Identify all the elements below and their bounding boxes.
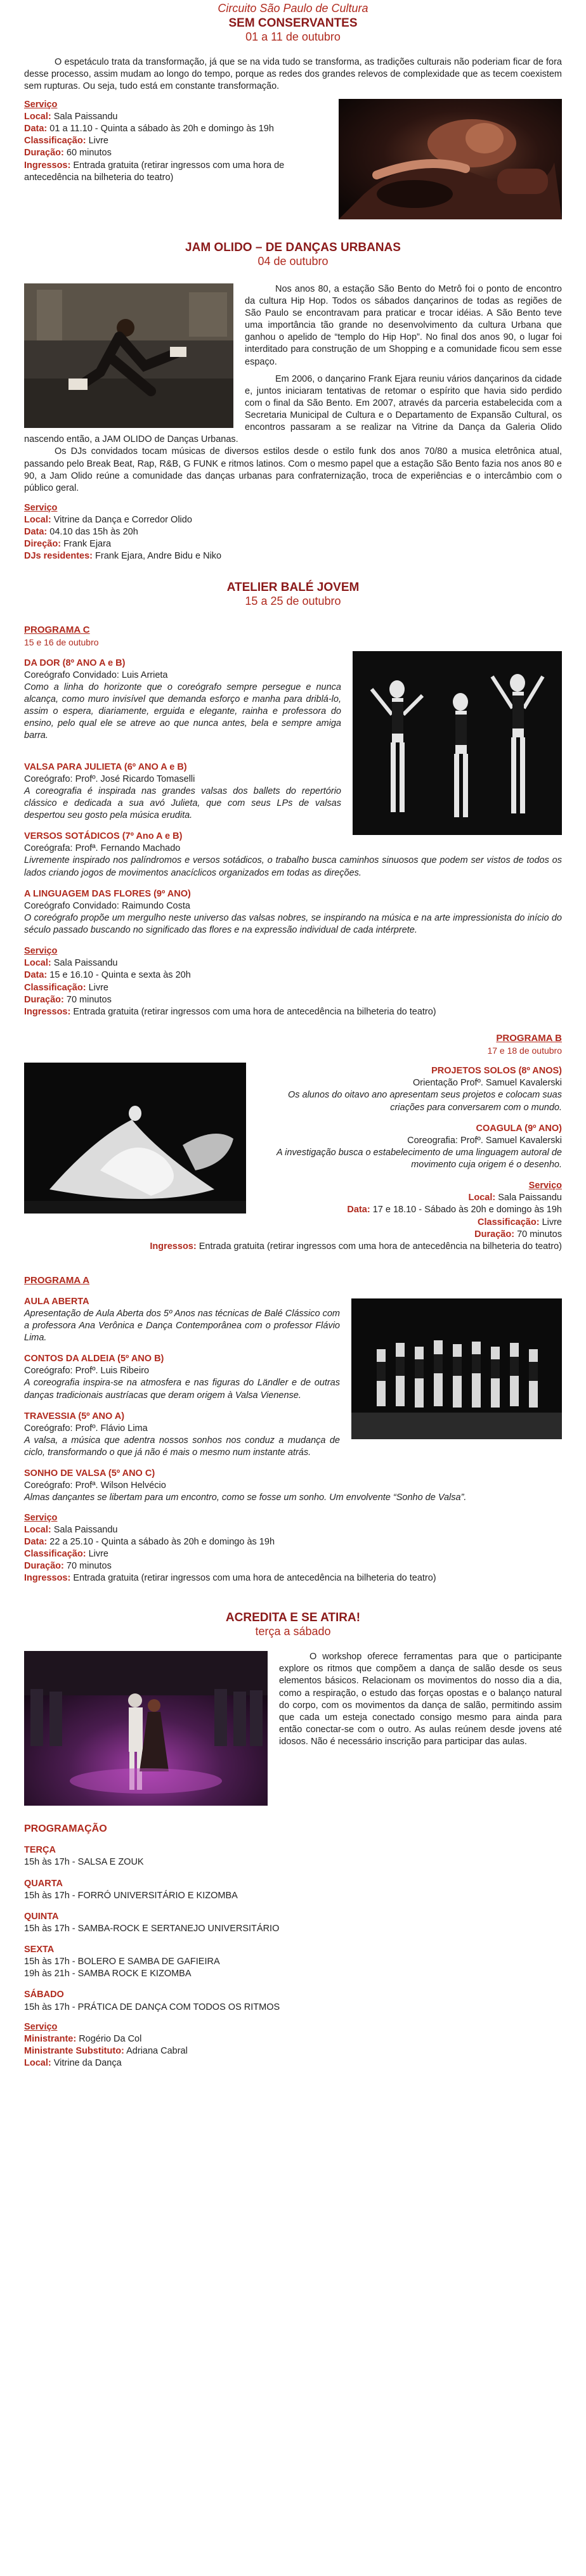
service-date-label: Data: xyxy=(24,970,48,981)
piece-description: Livremente inspirado nos palíndromos e versos sotádicos, o trabalho busca caminhos sinuosos que podem ser vistos de todos os lados criando jogos de movimentos anacíclicos organizados em todas as direções. xyxy=(24,855,562,878)
service-tickets-value: Entrada gratuita (retirar ingressos com uma hora de antecedência na bilheteria do teatro) xyxy=(73,1573,436,1584)
piece-description: A valsa, a música que adentra nossos sonhos nos conduz a mudança de ciclo, transformando o que já não é mais o mesmo num instante atrás. xyxy=(24,1435,340,1458)
schedule-day-name: SÁBADO xyxy=(24,1990,64,2000)
piece-description: Almas dançantes se libertam para um encontro, como se fosse um sonho. Um envolvente “Sonho de Valsa”. xyxy=(24,1492,467,1503)
section-atelier-bale-jovem xyxy=(24,579,562,1585)
programacao-heading: PROGRAMAÇÃO xyxy=(24,1823,107,1835)
service-local-label: Local: xyxy=(24,1524,51,1535)
piece-title: PROJETOS SOLOS (8º ANOS) xyxy=(431,1066,562,1077)
piece-title: DA DOR (8º ANO A e B) xyxy=(24,657,126,668)
service-date-label: Data: xyxy=(24,1536,48,1547)
schedule-slot: 15h às 17h - SALSA E ZOUK xyxy=(24,1857,144,1868)
service-instructor-label: Ministrante: xyxy=(24,2033,77,2044)
schedule-day-name: SEXTA xyxy=(24,1945,55,1955)
piece-description: A investigação busca o estabelecimento de uma linguagem autoral de movimento cuja origem é o desenho. xyxy=(276,1147,562,1170)
piece-description: Os alunos do oitavo ano apresentam seus projetos e colocam suas criações para conversarem com o mundo. xyxy=(287,1090,562,1113)
schedule-slot: 15h às 17h - FORRÓ UNIVERSITÁRIO E KIZOMBA xyxy=(24,1890,238,1901)
section-paragraph-1: Nos anos 80, a estação São Bento do Metrô foi o ponto de encontro da cultura Hip Hop. Todos os sábados dançarinos de todas as regiões de São Paulo se encontravam para praticar e trocar idéias. A São Bento teve uma importância tão grande no desenvolvimento da cultura Urbana que ganhou o apelido de “templo do Hip Hop”. No final dos anos 90, o lugar foi interditado para construção de um Shopping e a comunidade ficou sem esse espaço. xyxy=(245,283,562,367)
section-title: SEM CONSERVANTES xyxy=(228,16,358,30)
service-director-label: Direção: xyxy=(24,539,62,550)
service-duration-label: Duração: xyxy=(24,1561,64,1572)
service-tickets-value: Entrada gratuita (retirar ingressos com uma hora de antecedência na bilheteria do teatro) xyxy=(73,1006,436,1017)
piece-title: TRAVESSIA (5º ANO A) xyxy=(24,1411,125,1421)
dance-group-photo xyxy=(351,1298,562,1439)
schedule-day xyxy=(24,1844,562,1868)
programa-heading: PROGRAMA C xyxy=(24,625,90,636)
service-date-label: Data: xyxy=(24,124,48,134)
service-date-value: 04.10 das 15h às 20h xyxy=(49,527,138,538)
service-block xyxy=(24,2021,562,2070)
piece-credit: Coreógrafa: Profª. Fernando Machado xyxy=(24,843,181,854)
piece-credit: Coreógrafo: Profª. Wilson Helvécio xyxy=(24,1480,166,1491)
service-duration-label: Duração: xyxy=(24,148,64,159)
programa-heading: PROGRAMA A xyxy=(24,1274,90,1286)
service-heading: Serviço xyxy=(24,946,58,957)
service-date-label: Data: xyxy=(24,527,48,538)
service-heading: Serviço xyxy=(528,1181,562,1191)
service-heading: Serviço xyxy=(24,2021,58,2032)
piece-description: A coreografia inspira-se na atmosfera e nas figuras do Ländler e de outras danças tradicionais austríacas que deram origem à Valsa Vienense. xyxy=(24,1378,340,1401)
schedule-slot: 19h às 21h - SAMBA ROCK E KIZOMBA xyxy=(24,1969,192,1979)
service-local-label: Local: xyxy=(468,1193,496,1203)
service-rating-value: Livre xyxy=(88,982,108,993)
service-rating-label: Classificação: xyxy=(24,136,86,146)
piece-description: Como a linha do horizonte que o coreógrafo sempre persegue e nunca alcança, como muro invisível que demanda esforço e manha para driblá-lo, assim o espera, diariamente, erguida e elegante, rainha e professora do ensino, pelo qual ele se atreve ao que nunca antes, bela e sempre amiga barra. xyxy=(24,682,341,741)
section-dates: 04 de outubro xyxy=(257,255,329,268)
service-duration-value: 60 minutos xyxy=(66,148,112,159)
service-heading: Serviço xyxy=(24,1512,58,1523)
section-body: O espetáculo trata da transformação, já que se na vida tudo se transforma, as tradições culturais não poderiam ficar de fora desse processo, assim mudam ao longo do tempo, porque as redes dos grandes relevos de complexidade que as tecem coexistem sem rupturas. Ou seja, tudo está em constante transformação. xyxy=(24,56,562,91)
piece-credit: Orientação Profº. Samuel Kavalerski xyxy=(413,1078,562,1089)
schedule-day-name: TERÇA xyxy=(24,1845,56,1856)
service-director-value: Frank Ejara xyxy=(63,539,112,550)
section-dates: 15 a 25 de outubro xyxy=(245,594,341,607)
service-tickets-label: Ingressos: xyxy=(24,1006,71,1017)
service-duration-label: Duração: xyxy=(474,1229,515,1239)
service-local-label: Local: xyxy=(24,515,51,526)
section-body: O workshop oferece ferramentas para que o participante explore os ritmos que compõem a dança de salão desde os seus elementos básicos. Relacionam os movimentos do nosso dia a dia, como a respiração, o estudo das forças opostas e o balanço natural do corpo, com os movimentos da dança de salão, permitindo assim que cada um esteja conectado consigo mesmo para ainda para então conectar-se com o outro. As aulas reúnem desde jovens até idosos. Não é necessário inscrição para participar das aulas. xyxy=(279,1652,562,1747)
service-rating-value: Livre xyxy=(88,1548,108,1559)
schedule-day-name: QUARTA xyxy=(24,1878,63,1889)
service-block xyxy=(24,502,562,563)
schedule-day xyxy=(24,1878,562,1902)
service-local-value: Sala Paissandu xyxy=(53,1524,118,1535)
service-tickets-value: Entrada gratuita (retirar ingressos com uma hora de antecedência na bilheteria do teatro) xyxy=(199,1241,562,1252)
piece-title: SONHO DE VALSA (5º ANO C) xyxy=(24,1468,155,1479)
service-rating-label: Classificação: xyxy=(24,1548,86,1559)
section-paragraph-2: Em 2006, o dançarino Frank Ejara reuniu vários dançarinos da cidade e, juntos iniciaram tentativas de retomar o espírito que havia sido perdido com o final da São Bento. Em 2007, através da parceria estabelecida com a Secretaria Municipal de Cultura e o Departamento de Expansão Cultural, os encontros passaram a se realizar na Vitrine da Dança da Galeria Olido nascendo então, a JAM OLIDO de Danças Urbanas. xyxy=(24,373,562,445)
service-djs-label: DJs residentes: xyxy=(24,551,93,562)
programa-a xyxy=(24,1274,562,1584)
ballroom-dance-photo xyxy=(24,1651,268,1806)
service-block xyxy=(24,945,562,1018)
weekly-schedule xyxy=(24,1844,562,2013)
service-date-value: 22 a 25.10 - Quinta a sábado às 20h e domingo às 19h xyxy=(49,1536,275,1547)
piece-credit: Coreógrafo Convidado: Luis Arrieta xyxy=(24,670,168,680)
piece-description: Apresentação de Aula Aberta dos 5º Anos nas técnicas de Balé Clássico com a professora Ana Verônica e Dança Contemporânea com o professor Flávio Lima. xyxy=(24,1308,340,1343)
schedule-slot: 15h às 17h - PRÁTICA DE DANÇA COM TODOS OS RITMOS xyxy=(24,2002,280,2012)
service-tickets-label: Ingressos: xyxy=(24,160,71,171)
service-duration-value: 70 minutos xyxy=(66,994,112,1005)
section-paragraph-3: Os DJs convidados tocam músicas de diversos estilos desde o estilo funk dos anos 70/80 a musica eletrônica atual, passando pelo Break Beat, Rap, R&B, G FUNK e ritmos latinos. Com o mesmo papel que a estação São Bento fazia nos anos 80 e 90, a Jam Olido reúne a comunidade das danças urbanas para confraternização, troca de experiências e o intercâmbio com o público geral. xyxy=(24,446,562,493)
piece-description: O coreógrafo propõe um mergulho neste universo das valsas nobres, se inspirando na música e na arte impressionista do início do século passado buscando no significado das flores e na expressão individual de cada intérprete. xyxy=(24,912,562,935)
piece-credit: Coreógrafo Convidado: Raimundo Costa xyxy=(24,900,190,911)
service-duration-label: Duração: xyxy=(24,994,64,1005)
service-heading: Serviço xyxy=(24,502,58,513)
schedule-day xyxy=(24,1911,562,1935)
piece-item xyxy=(24,1468,562,1504)
programa-heading: PROGRAMA B xyxy=(496,1032,562,1044)
piece-credit: Coreógrafo: Profº. José Ricardo Tomaselli xyxy=(24,773,195,784)
service-rating-value: Livre xyxy=(542,1217,562,1227)
section-title: ACREDITA E SE ATIRA! xyxy=(225,1611,361,1625)
service-tickets-value: Entrada gratuita (retirar ingressos com uma hora de antecedência na bilheteria do teatro) xyxy=(24,160,285,183)
service-date-label: Data: xyxy=(347,1205,370,1215)
service-duration-value: 70 minutos xyxy=(517,1229,562,1239)
schedule-day xyxy=(24,1944,562,1980)
service-rating-label: Classificação: xyxy=(24,982,86,993)
service-date-value: 15 e 16.10 - Quinta e sexta às 20h xyxy=(49,970,191,981)
service-local-label: Local: xyxy=(24,958,51,969)
service-local-value: Vitrine da Dança e Corredor Olido xyxy=(53,515,192,526)
service-local-value: Vitrine da Dança xyxy=(53,2058,122,2068)
piece-title: VERSOS SOTÁDICOS (7º Ano A e B) xyxy=(24,831,183,842)
piece-title: VALSA PARA JULIETA (6º ANO A e B) xyxy=(24,761,187,772)
section-acredita-e-se-atira xyxy=(24,1610,562,2069)
schedule-slot: 15h às 17h - BOLERO E SAMBA DE GAFIEIRA xyxy=(24,1957,220,1967)
piece-credit: Coreógrafo: Profº. Luis Ribeiro xyxy=(24,1366,150,1376)
piece-credit: Coreógrafo: Profº. Flávio Lima xyxy=(24,1423,148,1434)
service-heading: Serviço xyxy=(24,99,58,110)
service-local-label: Local: xyxy=(24,112,51,122)
schedule-day xyxy=(24,1989,562,2013)
service-local-label: Local: xyxy=(24,2058,51,2068)
ballerinas-photo xyxy=(353,651,562,835)
programa-b xyxy=(24,1032,562,1253)
service-local-value: Sala Paissandu xyxy=(498,1193,562,1203)
section-title: JAM OLIDO – DE DANÇAS URBANAS xyxy=(185,240,401,254)
schedule-day-name: QUINTA xyxy=(24,1911,59,1922)
service-rating-label: Classificação: xyxy=(478,1217,540,1227)
service-tickets-label: Ingressos: xyxy=(150,1241,197,1252)
programa-dates: 15 e 16 de outubro xyxy=(24,637,99,648)
service-substitute-label: Ministrante Substituto: xyxy=(24,2045,124,2056)
service-substitute-value: Adriana Cabral xyxy=(126,2045,188,2056)
section-dates: terça a sábado xyxy=(255,1625,331,1638)
service-date-value: 17 e 18.10 - Sábado às 20h e domingo às 19h xyxy=(372,1205,562,1215)
programa-dates: 17 e 18 de outubro xyxy=(487,1045,562,1056)
service-block xyxy=(24,1512,562,1585)
piece-title: CONTOS DA ALDEIA (5º ANO B) xyxy=(24,1354,164,1364)
service-tickets-line xyxy=(24,1241,562,1253)
service-date-value: 01 a 11.10 - Quinta a sábado às 20h e domingo às 19h xyxy=(49,124,274,134)
piece-title: AULA ABERTA xyxy=(24,1296,89,1307)
service-rating-value: Livre xyxy=(88,136,108,146)
section-kicker: Circuito São Paulo de Cultura xyxy=(218,2,368,15)
service-djs-value: Frank Ejara, Andre Bidu e Niko xyxy=(95,551,222,562)
piece-item xyxy=(24,831,562,879)
piece-title: A LINGUAGEM DAS FLORES (9º ANO) xyxy=(24,888,191,899)
service-instructor-value: Rogério Da Col xyxy=(79,2033,142,2044)
section-jam-olido xyxy=(24,240,562,563)
dancer-embrace-photo xyxy=(339,99,562,219)
service-local-value: Sala Paissandu xyxy=(53,112,118,122)
section-sem-conservantes xyxy=(24,0,562,223)
piece-title: COAGULA (9º ANO) xyxy=(476,1123,562,1134)
schedule-slot: 15h às 17h - SAMBA-ROCK E SERTANEJO UNIVERSITÁRIO xyxy=(24,1923,280,1934)
service-local-value: Sala Paissandu xyxy=(53,958,118,969)
section-title: ATELIER BALÉ JOVEM xyxy=(226,580,360,594)
piece-item xyxy=(24,888,562,937)
section-dates: 01 a 11 de outubro xyxy=(245,30,341,43)
service-duration-value: 70 minutos xyxy=(66,1561,112,1572)
piece-description: A coreografia é inspirada nas grandes valsas dos ballets do repertório clássico e dedicada a sua avó Julieta, que com seus LPs de valsas despertou seu gosto pela música erudita. xyxy=(24,786,341,820)
programa-c xyxy=(24,624,562,1018)
dancer-white-dress-photo xyxy=(24,1063,246,1214)
service-tickets-label: Ingressos: xyxy=(24,1573,71,1584)
piece-credit: Coreografia: Profº. Samuel Kavalerski xyxy=(407,1135,562,1146)
breakdancer-photo xyxy=(24,283,233,428)
